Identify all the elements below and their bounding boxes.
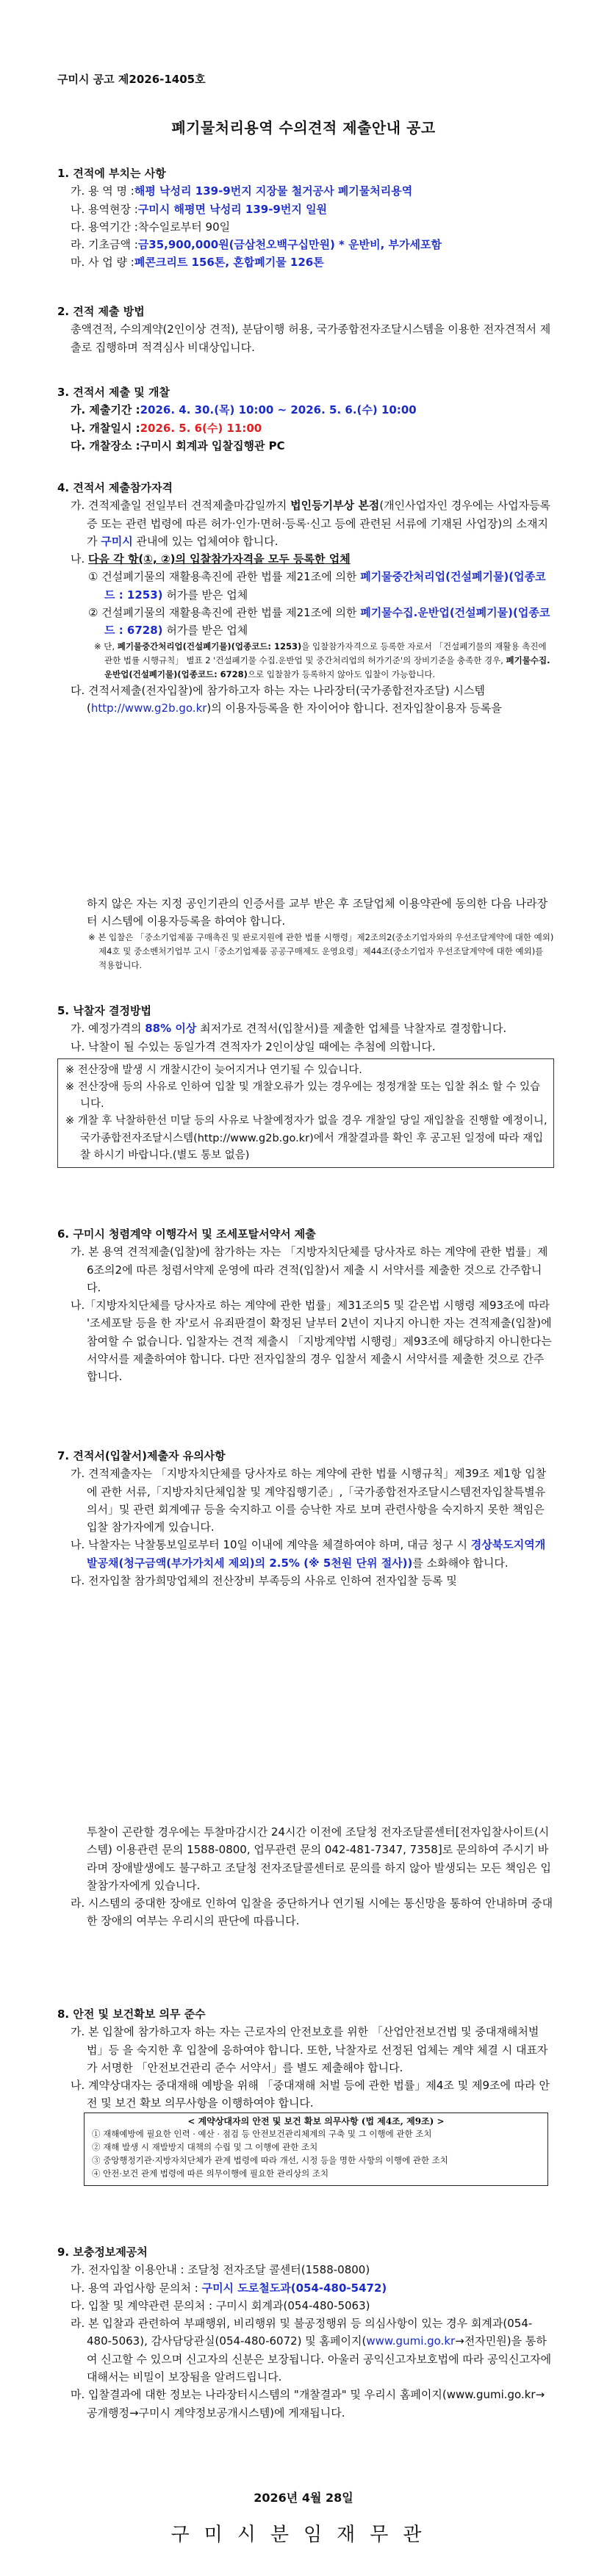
notice-number: 구미시 공고 제2026-1405호: [57, 73, 206, 86]
box-line-2: ※ 전산장애 등의 사유로 인하여 입찰 및 개찰오류가 있는 경우에는 정정개찰 또는 입찰 취소 할 수 있습니다.: [65, 1081, 541, 1111]
section-1-heading: 1. 견적에 부치는 사항: [57, 167, 166, 180]
section-2-text: 총액견적, 수의계약(2인이상 견적), 분담이행 허용, 국가종합전자조달시스템을 이용한 전자견적서 제출로 집행하며 적격심사 비대상입니다.: [71, 322, 551, 354]
section-7-continued: [57, 1823, 554, 1930]
item-period: 다. 용역기간 : 착수일로부터 90일: [71, 220, 231, 234]
box-line-3: ※ 개찰 후 낙찰하한선 미달 등의 사유로 낙찰예정자가 없을 경우 개찰일 당일 재입찰을 진행할 예정이니, 국가종합전자조달시스템(http://www.g2b.go.kr)에서 개찰결과를 확인 후 공고된 일정에 따라 재입찰 하시기 바랍니다.(별도 통보 없음): [65, 1115, 547, 1161]
section-6: [57, 1225, 554, 1386]
issuing-agency: 구미시분임재무관: [170, 2524, 437, 2546]
award-b: 나. 낙찰이 될 수있는 동일가격 견적자가 2인이상일 때에는 추첨에 의합니다.: [71, 1039, 436, 1053]
integrity-a: 가. 본 용역 견적제출(입찰)에 참가하는 자는 「지방자치단체를 당사자로 하는 계약에 관한 법률」제6조의2에 따른 청렴서약제 운영에 따라 견적(입찰)서 제출 시 서약서를 제출한 것으로 간주합니다.: [71, 1245, 548, 1294]
contact-d: 라. 본 입찰과 관련하여 부패행위, 비리행위 및 불공정행위 등 의심사항이 있는 경우 회계과(054-480-5063), 감사담당관실(054-480-6072) 및 홈페이지(www.gumi.go.kr→전자민원)을 통하여 신고할 수 있으며 신고자의 신분은 보장됩니다. 아울러 공익신고자보호법에 따라 공익신고자에 대해서는 비밀이 보장됨을 알려드립니다.: [71, 2317, 552, 2384]
safety-a: 가. 본 입찰에 참가하고자 하는 자는 근로자의 안전보호를 위한 「산업안전보건법 및 중대재해처벌법」등 을 숙지한 후 입찰에 응하여야 합니다. 또한, 낙찰자로 선정된 업체는 계약 체결 시 대표자가 서명한 「안전보건관리 준수 서약서」를 별도 제출해야 합니다.: [71, 2025, 548, 2074]
section-2: [57, 303, 554, 356]
section-1: [57, 165, 554, 272]
section-5-heading: 5. 낙찰자 결정방법: [57, 1004, 152, 1017]
section-8: [57, 2005, 554, 2186]
qualification-c-cont: 하지 않은 자는 지정 공인기관의 인증서를 교부 받은 후 조달업체 이용약관에 동의한 다음 나라장터 시스템에 이용자등록을 하여야 합니다.: [87, 897, 548, 928]
qualification-item-1: ① 건설폐기물의 재활용촉진에 관한 법률 제21조에 의한 폐기물중간처리업(건설폐기물)(업종코드 : 1253) 허가를 받은 업체: [88, 570, 546, 602]
system-failure-notice: [57, 1058, 554, 1168]
section-7-heading: 7. 견적서(입찰서)제출자 유의사항: [57, 1449, 226, 1462]
page-title: 폐기물처리용역 수의견적 제출안내 공고: [171, 119, 436, 137]
section-3-heading: 3. 견적서 제출 및 개찰: [57, 386, 170, 399]
section-4-heading: 4. 견적서 제출참가자격: [57, 481, 173, 494]
caution-c-cont: 투찰이 곤란할 경우에는 투찰마감시간 24시간 이전에 조달청 전자조달콜센터[전자입찰사이트(시스템) 이용관련 문의 1588-0800, 업무관련 문의 042-481-7347, 7358]로 문의하여 주시기 바라며 장애발생에도 불구하고 조달청 전자조달콜센터로 문의를 하지 않아 발생되는 모든 책임은 입찰참가자에게 있습니다.: [87, 1825, 552, 1892]
contact-e: 마. 입찰결과에 대한 정보는 나라장터시스템의 "개찰결과" 및 우리시 홈페이지(www.gumi.go.kr→공개행정→구미시 계약정보공개시스템)에 게재됩니다.: [71, 2388, 545, 2420]
safety-duty-box: [84, 2113, 548, 2186]
contact-a: 가. 전자입찰 이용안내 : 조달청 전자조달 콜센터(1588-0800): [71, 2263, 370, 2277]
qualification-b: 나. 다음 각 항(①, ②)의 입찰참가자격을 모두 등록한 업체: [71, 552, 351, 566]
submit-period: 가. 제출기간 : 2026. 4. 30.(목) 10:00 ~ 2026. 5. 6.(수) 10:00: [71, 403, 417, 417]
item-site: 나. 용역현장 : 구미시 해평면 낙성리 139-9번지 일원: [71, 202, 328, 216]
section-4-continued: [57, 895, 554, 973]
section-5: [57, 1002, 554, 1168]
section-8-heading: 8. 안전 및 보건확보 의무 준수: [57, 2007, 206, 2021]
safety-b: 나. 계약상대자는 중대재해 예방을 위해 「중대재해 처벌 등에 관한 법률」제4조 및 제9조에 따라 안전 및 보건 확보 의무사항을 이행하여야 합니다.: [71, 2079, 550, 2110]
safety-box-item: ④ 안전·보건 관계 법령에 따른 의무이행에 필요한 관리상의 조치: [92, 2168, 329, 2179]
caution-b: 나. 낙찰자는 낙찰통보일로부터 10일 이내에 계약을 체결하여야 하며, 대금 청구 시 경상북도지역개발공채(청구금액(부가가치세 제외)의 2.5% (※ 5천원 단위 절사))를 소화해야 합니다.: [71, 1538, 546, 1570]
qualification-a: 가. 견적제출일 전일부터 견적제출마감일까지 법인등기부상 본점(개인사업자인 경우에는 사업자등록증 또는 관련 법령에 따른 허가·인가·면허·등록·신고 등에 관련된 서류에 기재된 사업장)의 소재지가 구미시 관내에 있는 업체여야 합니다.: [71, 499, 551, 548]
contact-b: 나. 용역 과업사항 문의처 : 구미시 도로철도과(054-480-5472): [71, 2281, 387, 2295]
caution-a: 가. 견적제출자는 「지방자치단체를 당사자로 하는 계약에 관한 법률 시행규칙」제39조 제1항 입찰에 관한 서류,「지방자치단체입찰 및 계약집행기준」,「국가종합전자조달시스템전자입찰특별유의서」및 관련 회계예규 등을 숙지하고 이를 승낙한 자로 보며 관련사항을 숙지하지 못한 책임은 입찰 참가자에게 있습니다.: [71, 1467, 547, 1534]
safety-box-title: < 계약상대자의 안전 및 보건 확보 의무사항 (법 제4조, 제9조) >: [187, 2115, 445, 2126]
safety-box-item: ③ 중앙행정기관·지방자치단체가 관계 법령에 따라 개선, 시정 등을 명한 사항의 이행에 관한 조치: [92, 2155, 448, 2165]
integrity-b: 나.「지방자치단체를 당사자로 하는 계약에 관한 법률」제31조의5 및 같은법 시행령 제93조에 따라 '조세포탈 등을 한 자'로서 유죄판결이 확정된 날부터 2년이 지나지 아니한 자는 견적제출(입찰)에 참여할 수 없습니다. 입찰자는 견적 제출시 「지방계약법 시행령」제93조에 해당하지 아니한다는 서약서를 제출하여야 합니다. 다만 전자입찰의 경우 입찰서 제출시 서약서를 제출한 것으로 간주합니다.: [71, 1299, 552, 1384]
safety-box-item: ② 재해 발생 시 재발방지 대책의 수립 및 그 이행에 관한 조치: [92, 2142, 318, 2153]
section-2-heading: 2. 견적 제출 방법: [57, 305, 145, 318]
section-9-heading: 9. 보충정보제공처: [57, 2245, 148, 2259]
gumi-homepage-link[interactable]: www.gumi.go.kr: [366, 2334, 456, 2348]
award-a: 가. 예정가격의 88% 이상 최저가로 견적서(입찰서)를 제출한 업체를 낙찰자로 결정합니다.: [71, 1022, 507, 1036]
box-line-1: ※ 전산장애 발생 시 개찰시간이 늦어지거나 연기될 수 있습니다.: [65, 1064, 362, 1076]
contact-c: 다. 입찰 및 계약관련 문의처 : 구미시 회계과(054-480-5063): [71, 2298, 370, 2312]
section-7: [57, 1447, 554, 1590]
qualification-note: ※ 단, 폐기물중간처리업(건설폐기물)(업종코드: 1253)을 입찰참가자격으로 등록한 자로서 「건설폐기물의 재활용 촉진에 관한 법률 시행규칙」 별표 2 '건설폐기물 수집.운반업 및 중간처리업의 허가기준'의 장비기준을 충족한 경우, 폐기물수집.운반업(건설폐기물)(업종코드: 6728)으로 입찰참가 등록하지 않아도 입찰이 가능합니다.: [94, 641, 550, 679]
section-9: [57, 2243, 554, 2422]
sme-note: ※ 본 입찰은 「중소기업제품 구매촉진 및 판로지원에 관한 법률 시행령」제2조의2(중소기업자와의 우선조달계약에 대한 예외)제4호 및 중소벤처기업부 고시「중소기업제품 공공구매제도 운영요령」제44조(중소기업자 우선조달계약에 대한 예외)를 적용합니다.: [88, 931, 554, 970]
safety-box-item: ① 재해예방에 필요한 인력 · 예산 · 점검 등 안전보건관리체계의 구축 및 그 이행에 관한 조치: [92, 2129, 432, 2140]
section-3: [57, 383, 554, 455]
g2b-link[interactable]: http://www.g2b.go.kr: [90, 701, 207, 715]
section-6-heading: 6. 구미시 청렴계약 이행각서 및 조세포탈서약서 제출: [57, 1227, 316, 1241]
item-base-amount: 라. 기초금액 : 금35,900,000원(금삼천오백구십만원) * 운반비, 부가세포함: [71, 238, 442, 252]
open-place: 다. 개찰장소 : 구미시 회계과 입찰집행관 PC: [71, 439, 285, 452]
caution-c: 다. 전자입찰 참가희망업체의 전산장비 부족등의 사유로 인하여 전자입찰 등록 및: [71, 1574, 457, 1588]
caution-d: 라. 시스템의 중대한 장애로 인하여 입찰을 중단하거나 연기될 시에는 통신망을 통하여 안내하며 중대한 장애의 여부는 우리시의 판단에 따릅니다.: [71, 1897, 553, 1928]
section-4: [57, 479, 554, 717]
item-quantity: 마. 사 업 량 : 폐콘크리트 156톤, 혼합폐기물 126톤: [71, 256, 324, 270]
item-service-name: 가. 용 역 명 : 해평 낙성리 139-9번지 지장물 철거공사 폐기물처리용역: [71, 184, 413, 198]
qualification-c: 다. 견적서제출(전자입찰)에 참가하고자 하는 자는 나라장터(국가종합전자조달) 시스템(http://www.g2b.go.kr)의 이용자등록을 한 자이어야 합니다. 전자입찰이용자 등록을: [71, 683, 502, 715]
qualification-item-2: ② 건설폐기물의 재활용촉진에 관한 법률 제21조에 의한 폐기물수집.운반업(건설폐기물)(업종코드 : 6728) 허가를 받은 업체: [88, 606, 550, 638]
notice-date: 2026년 4월 28일: [254, 2491, 353, 2505]
open-datetime: 나. 개찰일시 : 2026. 5. 6(수) 11:00: [71, 421, 262, 435]
